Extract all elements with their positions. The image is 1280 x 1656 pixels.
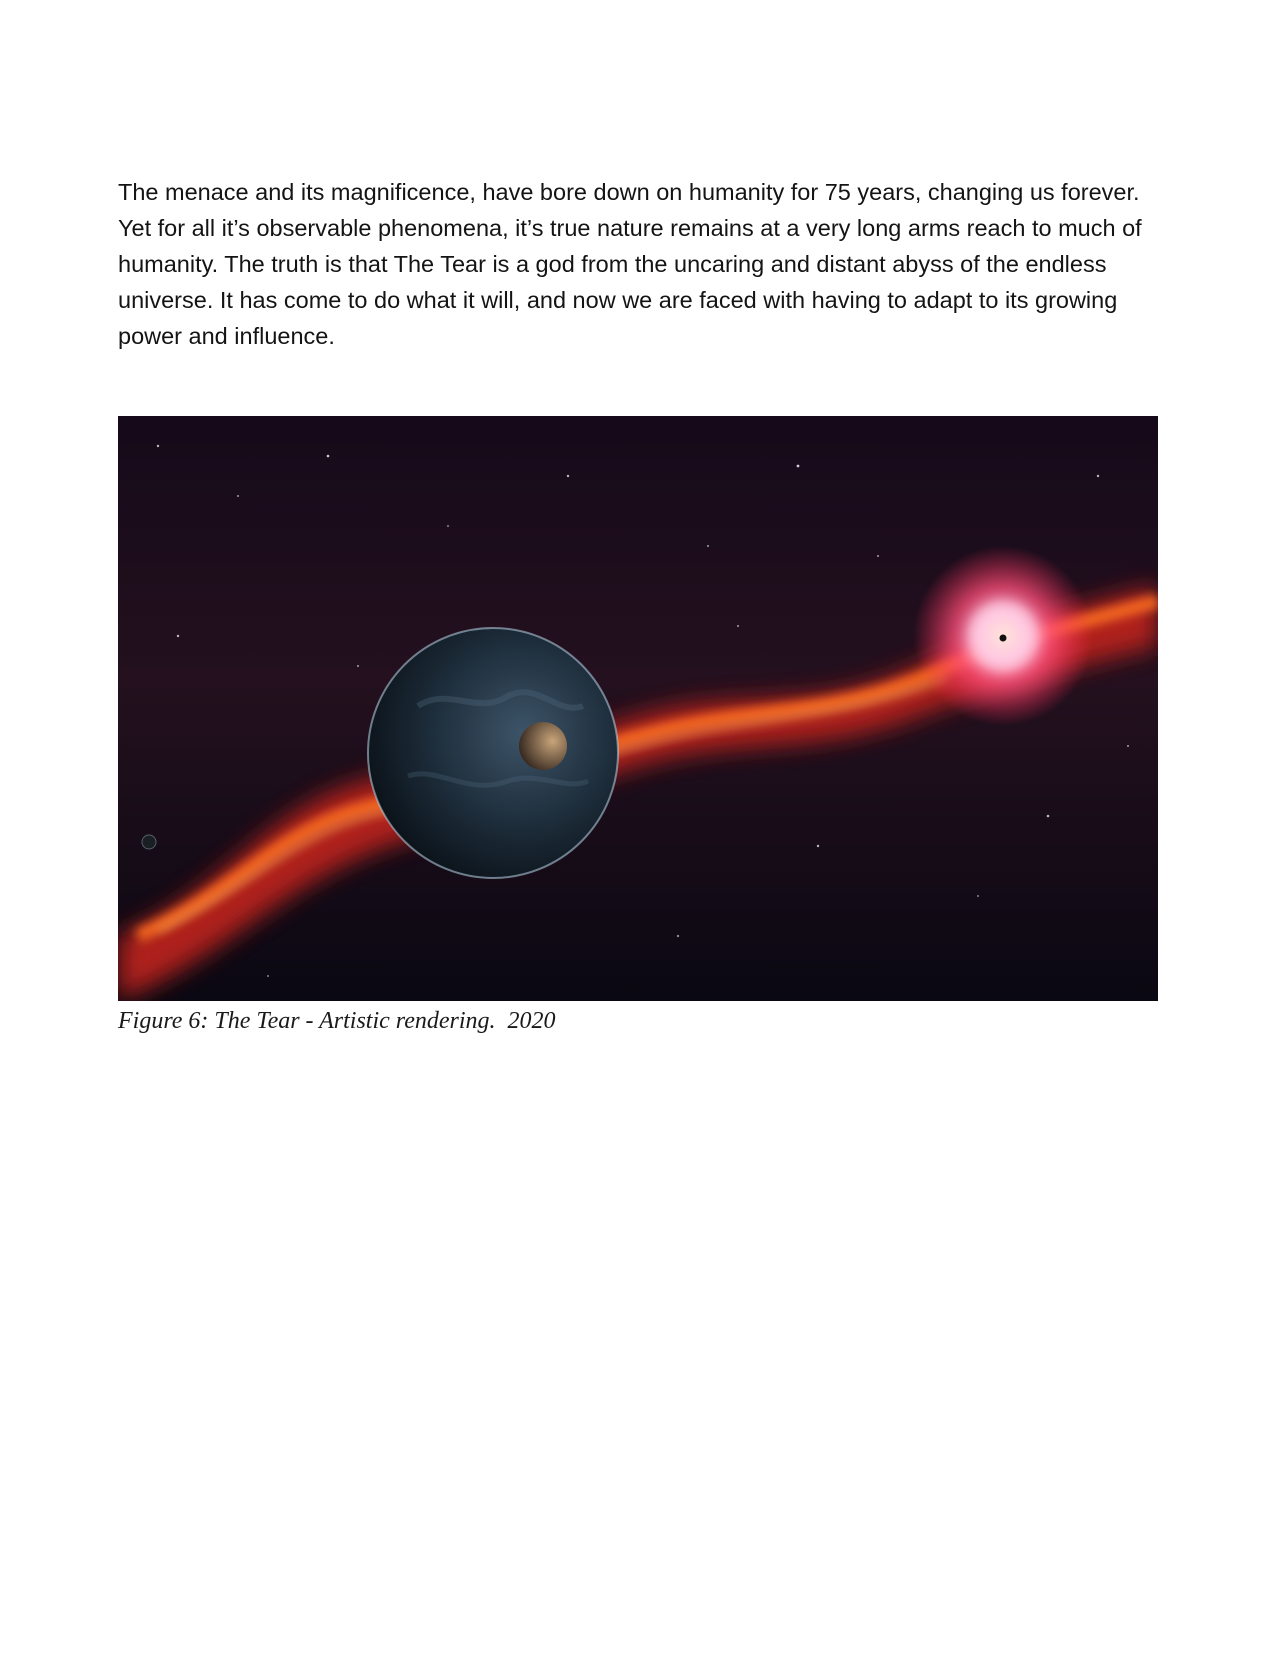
starburst-anomaly	[913, 546, 1093, 726]
moon	[519, 722, 567, 770]
figure-image-space-scene	[118, 416, 1158, 1001]
space-illustration	[118, 416, 1158, 1001]
small-moon	[142, 835, 156, 849]
planet	[368, 628, 618, 878]
figure-caption: Figure 6: The Tear - Artistic rendering. 2020	[118, 1008, 556, 1034]
body-paragraph: The menace and its magnificence, have bore down on humanity for 75 years, changing us forever. Yet for all it’s observable phenomena, it’s true nature remains at a very long arms reach to much of humanity. The truth is that The Tear is a god from the uncaring and distant abyss of the endless universe. It has come to do what it will, and now we are faced with having to adapt to its growing power and influence.	[118, 179, 1142, 349]
